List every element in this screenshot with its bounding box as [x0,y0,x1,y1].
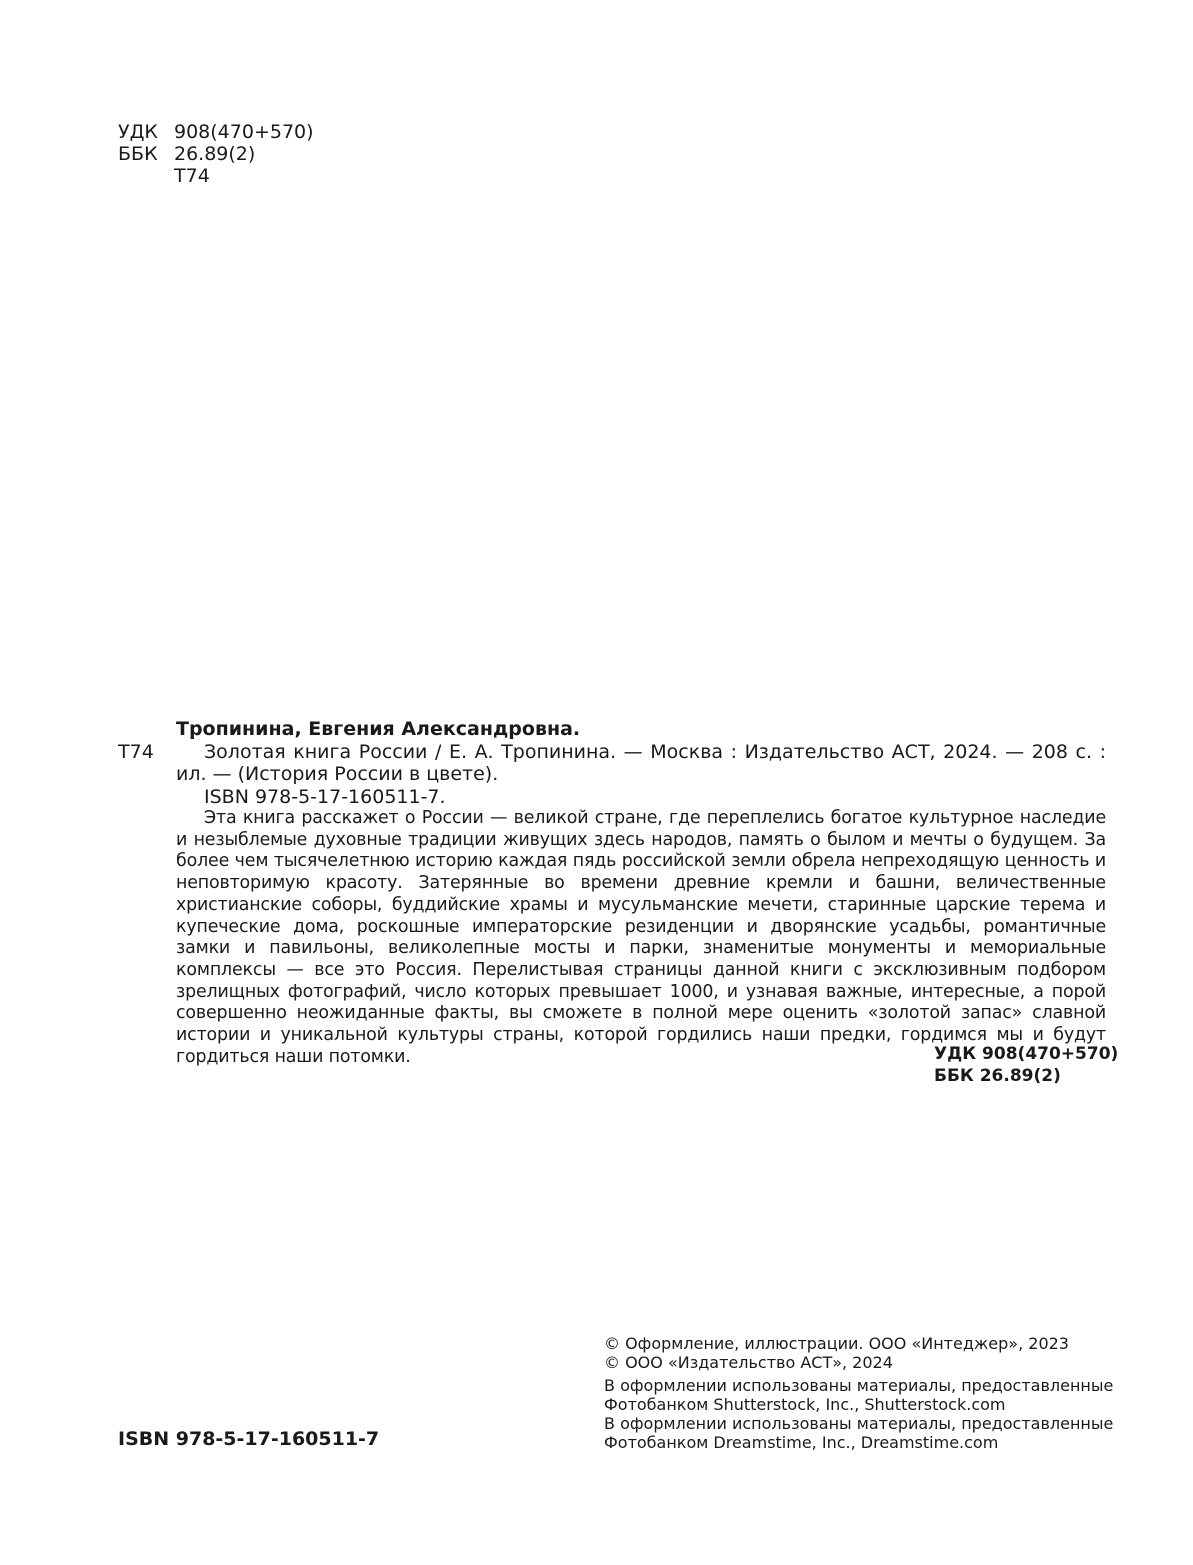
copyright-line-4: Фотобанком Shutterstock, Inc., Shutterstock.com [604,1395,1006,1414]
bibliographic-description: Золотая книга России / Е. А. Тропинина. — Москва : Издательство АСТ, 2024. — 208 с. : ил. — (История России в цвете). [176,741,1106,785]
copyright-line-6: Фотобанком Dreamstime, Inc., Dreamstime.com [604,1433,999,1452]
bbk-label: ББК [118,143,158,165]
copyright-line-2: © ООО «Издательство АСТ», 2024 [604,1353,893,1372]
copyright-line-1: © Оформление, иллюстрации. ООО «Интеджер», 2023 [604,1334,1069,1353]
record-udk: УДК 908(470+570) [934,1044,1119,1064]
book-abstract: Эта книга расскажет о России — великой стране, где переплелись богатое культурное наследие и незыблемые духовные традиции живущих здесь народов, память о былом и мечты о будущем. За более чем тысячелетнюю историю каждая пядь российской земли обрела непреходящую ценность и неповторимую красоту. Затерянные во времени древние кремли и башни, величественные христианские соборы, буддийские храмы и мусульманские мечети, старинные царские терема и купеческие дома, роскошные императорские резиденции и дворянские усадьбы, романтичные замки и павильоны, великолепные мосты и парки, знаменитые монументы и мемориальные комплексы — все это Россия. Перелистывая страницы данной книги с эксклюзивным подбором зрелищных фотографий, число которых превышает 1000, и узнавая важные, интересные, а порой совершенно неожиданные факты, вы сможете в полной мере оценить «золотой запас» славной истории и уникальной культуры страны, которой гордились наши предки, гордимся мы и будут гордиться наши потомки. [176,808,1106,1067]
author-name: Тропинина, Евгения Александровна. [176,718,581,740]
copyright-line-5: В оформлении использованы материалы, предоставленные [604,1414,1114,1433]
bbk-row [118,143,255,165]
udk-value: 908(470+570) [174,121,314,143]
udk-row [118,121,314,143]
cutter-value: Т74 [174,165,210,187]
copyright-line-3: В оформлении использованы материалы, предоставленные [604,1376,1114,1395]
bbk-value: 26.89(2) [174,143,256,165]
cutter-row [118,165,210,187]
isbn-bottom: ISBN 978-5-17-160511-7 [118,1428,380,1450]
record-bbk: ББК 26.89(2) [934,1066,1061,1086]
record-cutter: Т74 [118,741,154,763]
udk-label: УДК [118,121,158,143]
record-isbn: ISBN 978-5-17-160511-7. [204,786,446,808]
